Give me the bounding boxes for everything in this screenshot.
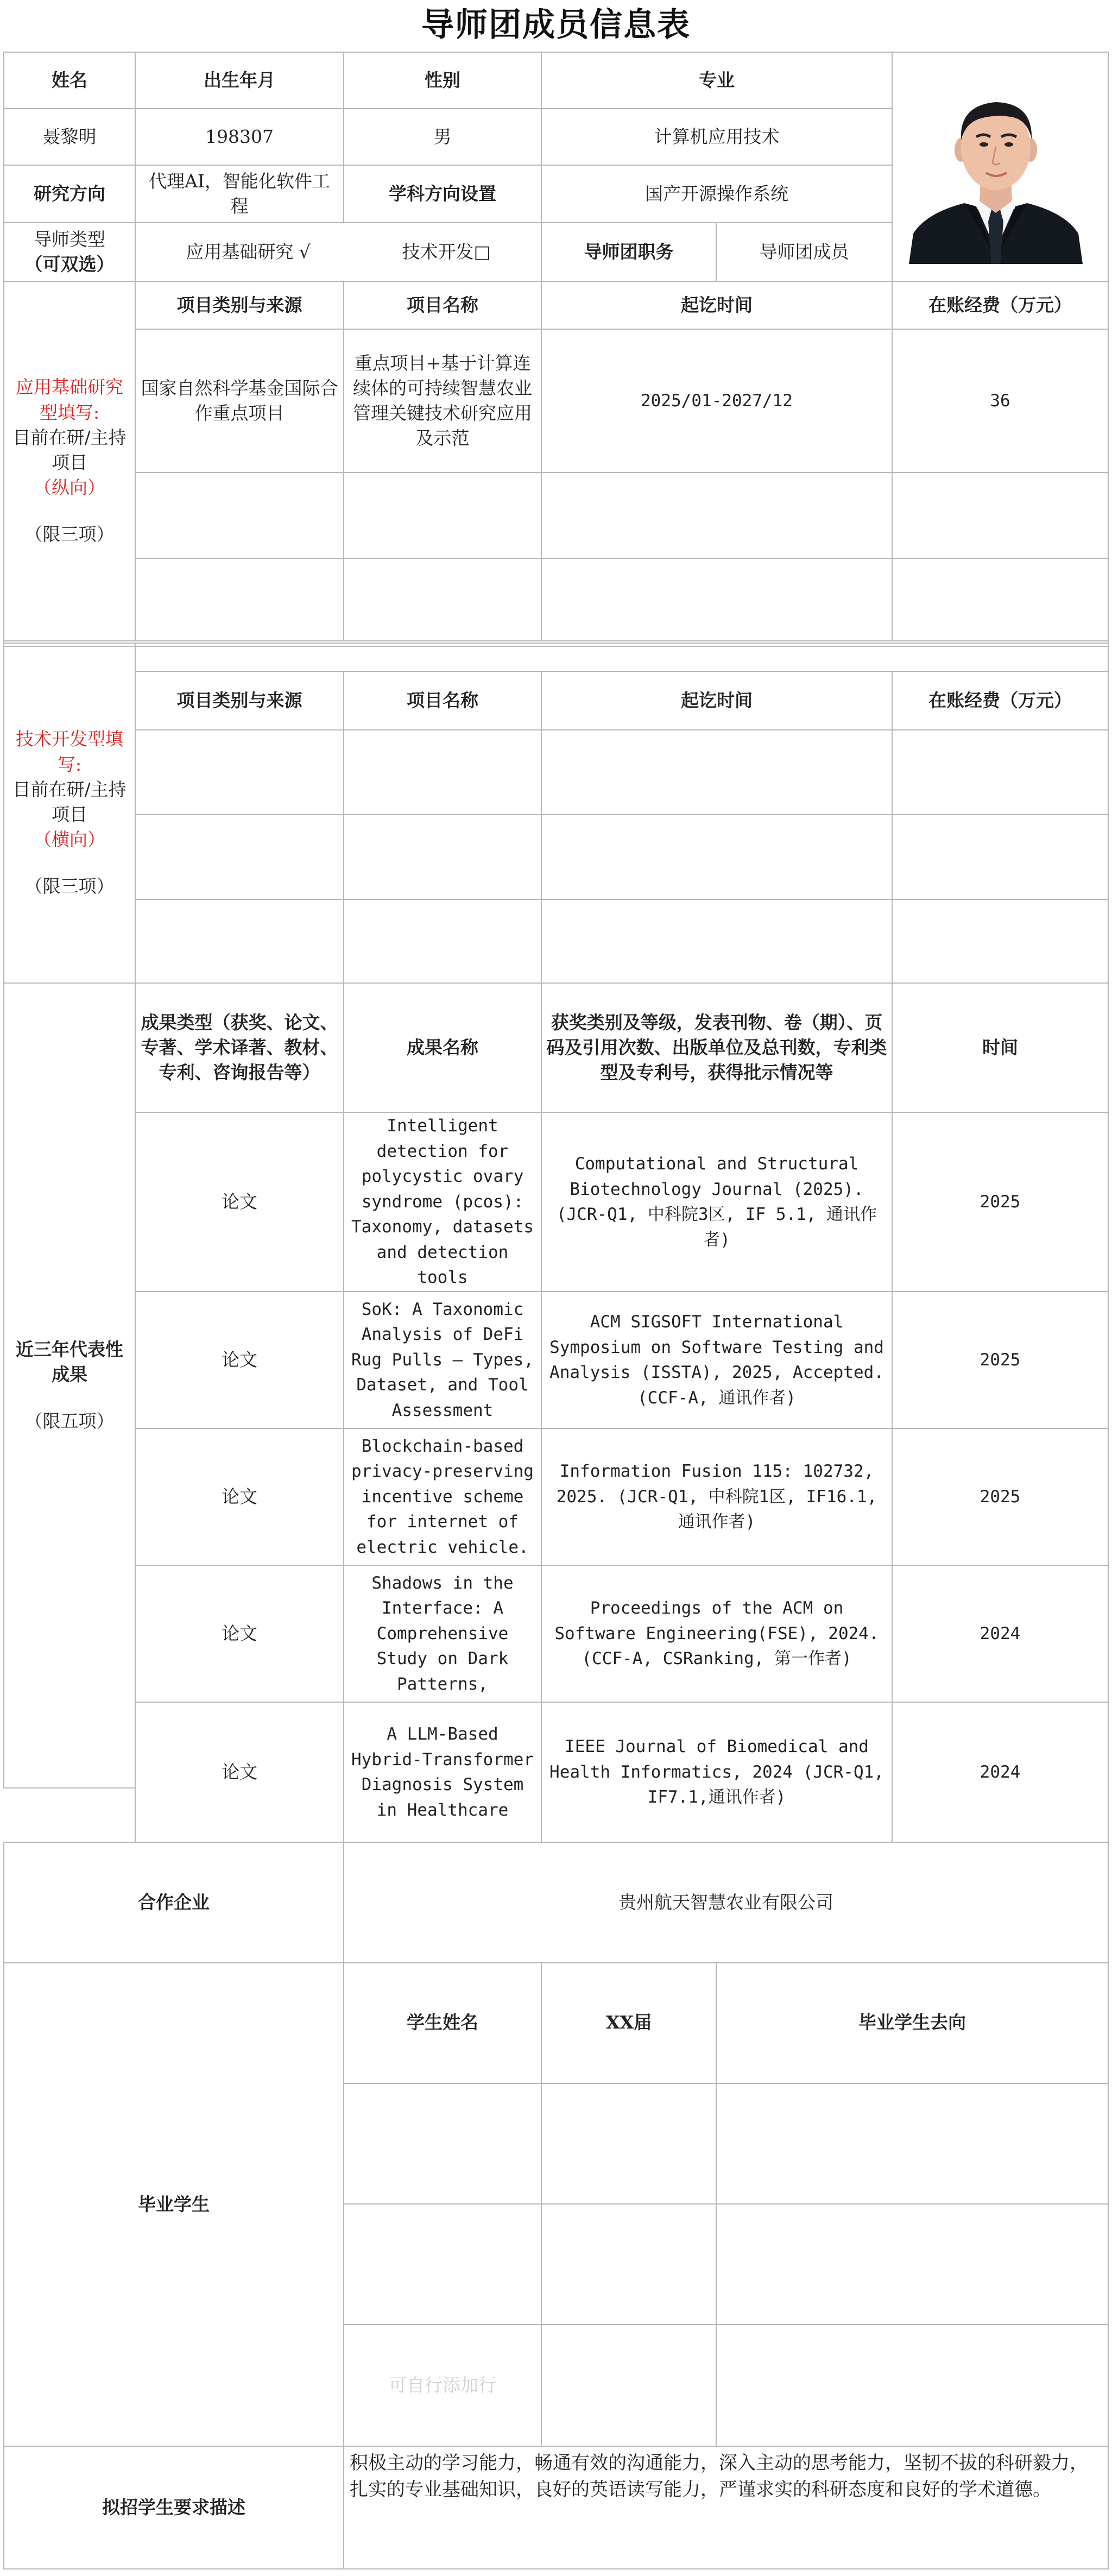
tech-row1-source (135, 729, 344, 815)
ach-row4-type: 论文 (135, 1565, 344, 1703)
ach-row1-time: 2025 (892, 1112, 1109, 1292)
name-label: 姓名 (3, 52, 136, 109)
tech-row3-source (135, 899, 344, 984)
basic-row1-name: 重点项目+基于计算连续体的可持续智慧农业管理关键技术研究应用及示范 (343, 329, 542, 473)
achievements-side-limit: （限五项） (24, 1410, 115, 1432)
ach-row2-time: 2025 (892, 1291, 1109, 1429)
birth-label: 出生年月 (135, 52, 344, 109)
basic-row2-funds (892, 472, 1109, 559)
basic-row3-funds (892, 558, 1109, 641)
ach-row3-time: 2025 (892, 1428, 1109, 1566)
basic-header-source: 项目类别与来源 (135, 281, 344, 330)
ach-row1-type: 论文 (135, 1112, 344, 1292)
requirements-text: 积极主动的学习能力，畅通有效的沟通能力，深入主动的思考能力，坚韧不拔的科研毅力，扎实的专业基础知识，良好的英语读写能力，严谨求实的科研态度和良好的学术道德。 (343, 2446, 1109, 2569)
ach-row2-name: SoK: A Taxonomic Analysis of DeFi Rug Pulls – Types, Dataset, and Tool Assessment (343, 1291, 542, 1429)
role-value: 导师团成员 (716, 222, 893, 282)
info-table (3, 52, 1109, 2572)
ach-row3-name: Blockchain-based privacy-preserving incentive scheme for internet of electric vehicle. (343, 1428, 542, 1566)
gender-value: 男 (343, 108, 542, 166)
basic-row2-source (135, 472, 344, 559)
ach-header-time: 时间 (892, 982, 1109, 1113)
basic-side-limit: （限三项） (24, 524, 115, 545)
tech-row3-name (343, 899, 542, 984)
ach-header-detail: 获奖类别及等级，发表刊物、卷（期）、页码及引用次数、出版单位及总刊数，专利类型及专利号，获得批示情况等 (541, 982, 893, 1113)
achievements-side-title: 近三年代表性成果 (16, 1338, 123, 1385)
basic-row2-period (541, 472, 893, 559)
tech-row2-source (135, 814, 344, 900)
ach-row5-type: 论文 (135, 1702, 344, 1843)
tech-row2-name (343, 814, 542, 900)
major-value: 计算机应用技术 (541, 108, 893, 166)
type-label-line2: （可双选） (24, 254, 115, 275)
ach-header-name: 成果名称 (343, 982, 542, 1113)
name-value: 聂黎明 (3, 108, 136, 166)
discipline-label: 学科方向设置 (343, 165, 542, 223)
grad-add-row-hint[interactable]: 可自行添加行 (343, 2324, 542, 2447)
basic-row3-period (541, 558, 893, 641)
grad-header-destination: 毕业学生去向 (716, 1962, 1109, 2084)
tech-header-period: 起讫时间 (541, 671, 893, 730)
ach-row5-name: A LLM-Based Hybrid-Transformer Diagnosis System in Healthcare (343, 1702, 542, 1843)
tech-row2-period (541, 814, 893, 900)
ach-header-type: 成果类型（获奖、论文、专著、学术译著、教材、专利、咨询报告等） (135, 982, 344, 1113)
basic-row3-source (135, 558, 344, 641)
grad-header-class: XX届 (541, 1962, 717, 2084)
partner-label: 合作企业 (3, 1842, 344, 1963)
tech-top-blank (135, 643, 1109, 675)
birth-value: 198307 (135, 108, 344, 166)
major-label: 专业 (541, 52, 893, 109)
tech-side-direction: （横向） (34, 829, 105, 851)
basic-projects-side (3, 281, 136, 641)
type-tech-option[interactable]: 技术开发□ (402, 241, 491, 262)
basic-header-name: 项目名称 (343, 281, 542, 330)
grad-row3-destination (716, 2324, 1109, 2447)
avatar (905, 87, 1087, 264)
grad-row2-name (343, 2203, 542, 2325)
type-basic-option[interactable]: 应用基础研究 √ (186, 241, 311, 262)
role-label: 导师团职务 (541, 222, 717, 282)
ach-row5-time: 2024 (892, 1702, 1109, 1843)
grad-row3-class (541, 2324, 717, 2447)
tech-side-limit: （限三项） (24, 876, 115, 897)
tech-side-text: 目前在研/主持项目 (12, 778, 127, 825)
research-value: 代理AI，智能化软件工程 (135, 165, 344, 223)
type-option-cell (135, 222, 542, 282)
basic-side-text: 目前在研/主持项目 (12, 426, 127, 473)
tech-projects-side (3, 643, 136, 984)
basic-row1-source: 国家自然科学基金国际合作重点项目 (135, 329, 344, 473)
ach-row4-detail: Proceedings of the ACM on Software Engineering(FSE), 2024. (CCF-A, CSRanking, 第一作者) (541, 1565, 893, 1703)
grad-row1-destination (716, 2083, 1109, 2205)
ach-row3-detail: Information Fusion 115: 102732, 2025. (JCR-Q1, 中科院1区, IF16.1, 通讯作者) (541, 1428, 893, 1566)
page-title: 导师团成员信息表 (421, 6, 691, 44)
tech-row1-period (541, 729, 893, 815)
partner-value: 贵州航天智慧农业有限公司 (343, 1842, 1109, 1963)
tech-header-funds: 在账经费（万元） (892, 671, 1109, 730)
ach-row4-name: Shadows in the Interface: A Comprehensive Study on Dark Patterns, (343, 1565, 542, 1703)
tech-side-red: 技术开发型填写: (16, 728, 123, 775)
type-label (3, 222, 136, 282)
tech-row3-funds (892, 899, 1109, 984)
grad-row1-name (343, 2083, 542, 2205)
tech-row3-period (541, 899, 893, 984)
graduates-label: 毕业学生 (3, 1962, 344, 2447)
grad-row2-class (541, 2203, 717, 2325)
ach-row1-detail: Computational and Structural Biotechnology Journal (2025). (JCR-Q1, 中科院3区, IF 5.1, 通讯作者) (541, 1112, 893, 1292)
grad-row1-class (541, 2083, 717, 2205)
basic-row3-name (343, 558, 542, 641)
basic-header-period: 起讫时间 (541, 281, 893, 330)
type-label-line1: 导师类型 (34, 228, 105, 250)
requirements-label: 拟招学生要求描述 (3, 2446, 344, 2569)
ach-row1-name: Intelligent detection for polycystic ovary syndrome (pcos): Taxonomy, datasets and detection tools (343, 1112, 542, 1292)
basic-side-direction: （纵向） (34, 477, 105, 499)
ach-row3-type: 论文 (135, 1428, 344, 1566)
grad-header-name: 学生姓名 (343, 1962, 542, 2084)
basic-row2-name (343, 472, 542, 559)
ach-row4-time: 2024 (892, 1565, 1109, 1703)
tech-row1-funds (892, 729, 1109, 815)
basic-header-funds: 在账经费（万元） (892, 281, 1109, 330)
ach-row2-type: 论文 (135, 1291, 344, 1429)
achievements-side (3, 982, 136, 1788)
tech-row2-funds (892, 814, 1109, 900)
ach-row2-detail: ACM SIGSOFT International Symposium on Software Testing and Analysis (ISSTA), 2025, Accepted. (CCF-A, 通讯作者) (541, 1291, 893, 1429)
tech-header-source: 项目类别与来源 (135, 671, 344, 730)
basic-side-red: 应用基础研究型填写: (16, 376, 123, 423)
ach-row5-detail: IEEE Journal of Biomedical and Health Informatics, 2024 (JCR-Q1, IF7.1,通讯作者) (541, 1702, 893, 1843)
grad-row2-destination (716, 2203, 1109, 2325)
tech-header-name: 项目名称 (343, 671, 542, 730)
basic-row1-funds: 36 (892, 329, 1109, 473)
research-label: 研究方向 (3, 165, 136, 223)
gender-label: 性别 (343, 52, 542, 109)
basic-row1-period: 2025/01-2027/12 (541, 329, 893, 473)
tech-row1-name (343, 729, 542, 815)
discipline-value: 国产开源操作系统 (541, 165, 893, 223)
